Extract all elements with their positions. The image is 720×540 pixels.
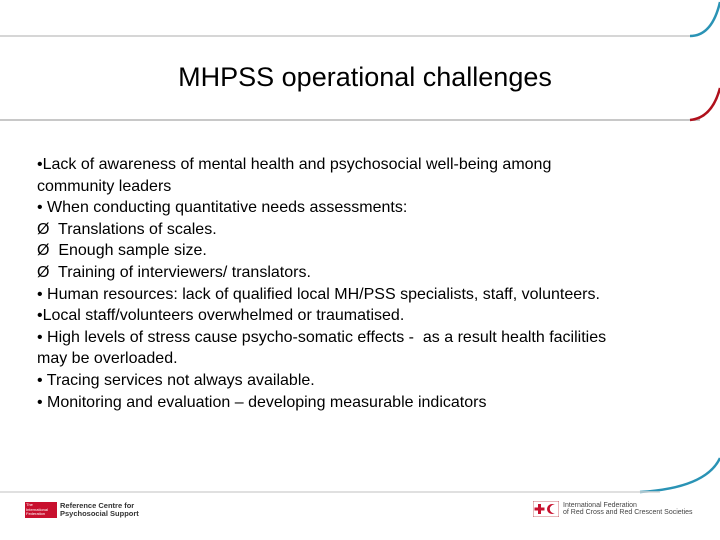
body-line: Ø Translations of scales. — [37, 220, 217, 238]
badge-text: Federation — [26, 511, 46, 516]
body-line: • When conducting quantitative needs assessments: — [37, 199, 408, 217]
body-line: •Local staff/volunteers overwhelmed or traumatised. — [37, 307, 405, 325]
slide-title: MHPSS operational challenges — [178, 62, 552, 92]
badge-text: The — [26, 502, 33, 507]
body-line: • High levels of stress cause psycho-somatic effects - as a result health facilities — [37, 328, 607, 346]
reference-centre-logo — [25, 501, 139, 519]
ifrc-line-2: of Red Cross and Red Crescent Societies — [563, 509, 693, 516]
ifrc-logo-block — [533, 499, 693, 519]
body-line: • Monitoring and evaluation – developing measurable indicators — [37, 393, 487, 411]
body-line: •Lack of awareness of mental health and psychosocial well-being among — [37, 156, 552, 173]
body-line: • Human resources: lack of qualified local MH/PSS specialists, staff, volunteers. — [37, 285, 600, 303]
badge-text: International — [26, 506, 49, 512]
bottom-blue-swoosh — [640, 458, 720, 492]
reference-centre-line-2: Psychosocial Support — [60, 509, 139, 518]
red-cross-crescent-icon — [533, 501, 559, 517]
reference-centre-name — [60, 502, 139, 518]
reference-centre-line-1: Reference Centre for — [60, 501, 135, 510]
ifrc-name — [563, 502, 693, 517]
body-line: community leaders — [37, 177, 172, 195]
body-line: • Tracing services not always available. — [37, 371, 315, 389]
reference-centre-badge — [25, 502, 57, 518]
body-line: Ø Enough sample size. — [37, 242, 207, 260]
ifrc-line-1: International Federation — [563, 501, 637, 509]
slide-body — [37, 154, 697, 413]
body-line: may be overloaded. — [37, 350, 178, 368]
top-blue-swoosh — [690, 2, 720, 36]
body-line: Ø Training of interviewers/ translators. — [37, 263, 311, 281]
